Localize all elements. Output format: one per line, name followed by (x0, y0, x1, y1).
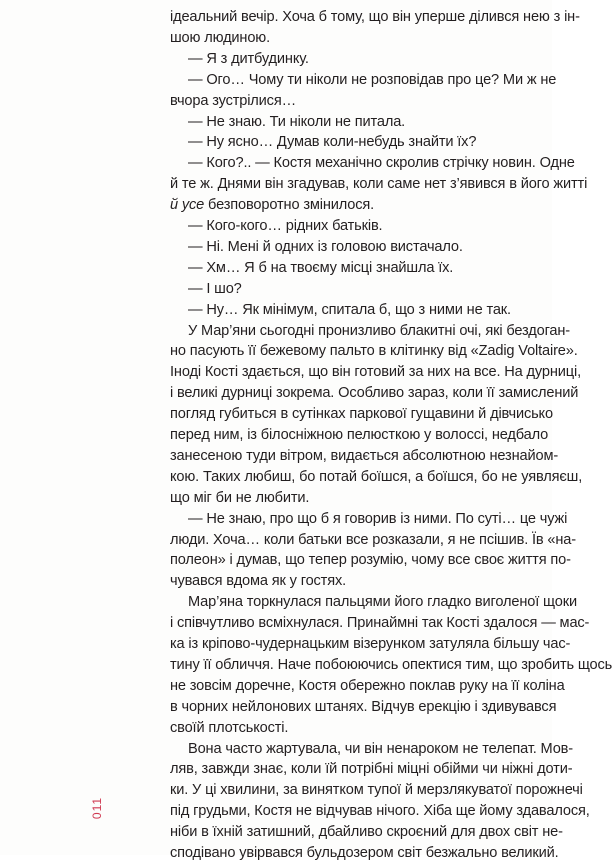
text-line: тину її обличчя. Наче побоюючись опектися тим, що зробить щось (170, 656, 612, 673)
text-line: ляв, завжди знає, коли їй потрібні міцні обійми чи ніжні доти- (170, 761, 573, 778)
text-line: — Ні. Мені й одних із головою вистачало. (188, 238, 463, 255)
text-line: чувався вдома як у гостях. (170, 573, 347, 590)
text-line: Іноді Кості здається, що він готовий за них на все. На дурниці, (170, 364, 581, 381)
text-line: і співчутливо всміхнулася. Принаймні так Кості здалося — мас- (170, 615, 590, 632)
text-line: люди. Хоча… коли батьки все розказали, я не псішив. Їв «на- (170, 531, 576, 548)
text-line (170, 194, 532, 216)
text-line: У Мар’яни сьогодні пронизливо блакитні очі, які бездоган- (188, 322, 571, 339)
text-line: занесеною туди вітром, видається абсолютною незнайом- (170, 447, 559, 464)
text-line: Мар’яна торкнулася пальцями його гладко виголеної щоки (188, 594, 577, 611)
text-line: но пасують її бежевому пальто в клітинку від «Zadig Voltaire». (170, 343, 578, 360)
page-number: 011 (90, 796, 104, 820)
text-line: — Ну ясно… Думав коли-небудь знайти їх? (188, 134, 477, 151)
text-line: Вона часто жартувала, чи він ненароком не телепат. Мов- (188, 740, 573, 757)
text-line: — Ну… Як мінімум, спитала б, що з ними не так. (188, 301, 511, 318)
text-segment: безповоротно змінилося. (204, 197, 375, 214)
text-line: — Хм… Я б на твоєму місці знайшла їх. (188, 259, 454, 276)
text-line: під грудьми, Костя не відчував нічого. Хіба ще йому здавалося, (170, 803, 590, 820)
text-line: ка із кріпово-чудернацьким візерунком затуляла більшу час- (170, 636, 571, 652)
text-line: не зовсім доречне, Костя обережно поклав руку на її коліна (170, 677, 565, 694)
text-line: ідеальний вечір. Хоча б тому, що він уперше ділився нею з ін- (170, 9, 580, 25)
text-line: вчора зустрілися… (170, 92, 297, 109)
text-line: — Кого-кого… рідних батьків. (188, 218, 383, 234)
text-line: — Не знаю, про що б я говорив із ними. По суті… це чужі (188, 510, 568, 527)
text-line (170, 173, 588, 195)
text-line: полеон» і думав, що тепер розумію, чому все своє життя по- (170, 552, 571, 569)
text-line: — Кого?.. — Костя механічно скролив стрічку новин. Одне (188, 155, 575, 172)
text-line: шою людиною. (170, 29, 271, 46)
text-line: і великі дурниці зокрема. Особливо зараз, коли її замислений (170, 385, 579, 402)
text-line: ніби в їхній затишний, дбайливо скроєний для двох світ не- (170, 824, 563, 841)
text-line: перед ним, із білосніжною пелюсткою у волоссі, недбало (170, 427, 549, 443)
text-segment: й те ж. Днями він згадував, коли саме нет з’явився в його житті (170, 176, 588, 193)
text-line: погляд губиться в сутінках паркової гущавини й дівчисько (170, 406, 553, 423)
text-line: — Ого… Чому ти ніколи не розповідав про це? Ми ж не (188, 71, 557, 88)
text-line: — Я з дитбудинку. (188, 50, 309, 67)
text-line: сподівано увірвався бульдозером світ безжально великий. (170, 845, 559, 861)
text-line: що міг би не любити. (170, 489, 310, 506)
text-line: — І шо? (188, 280, 242, 297)
text-line: своїй плотськості. (170, 719, 289, 736)
text-line: — Не знаю. Ти ніколи не питала. (188, 113, 406, 130)
text-line: кою. Таких любиш, бо потай боїшся, а боїшся, бо не уявляєш, (170, 468, 583, 485)
text-line: в чорних нейлонових штанях. Відчув ерекцію і здивувався (170, 698, 557, 715)
emphasized-text: й усе (170, 197, 205, 214)
text-line: ки. У ці хвилини, за винятком тупої й мерзлякуватої порожнечі (170, 782, 583, 799)
